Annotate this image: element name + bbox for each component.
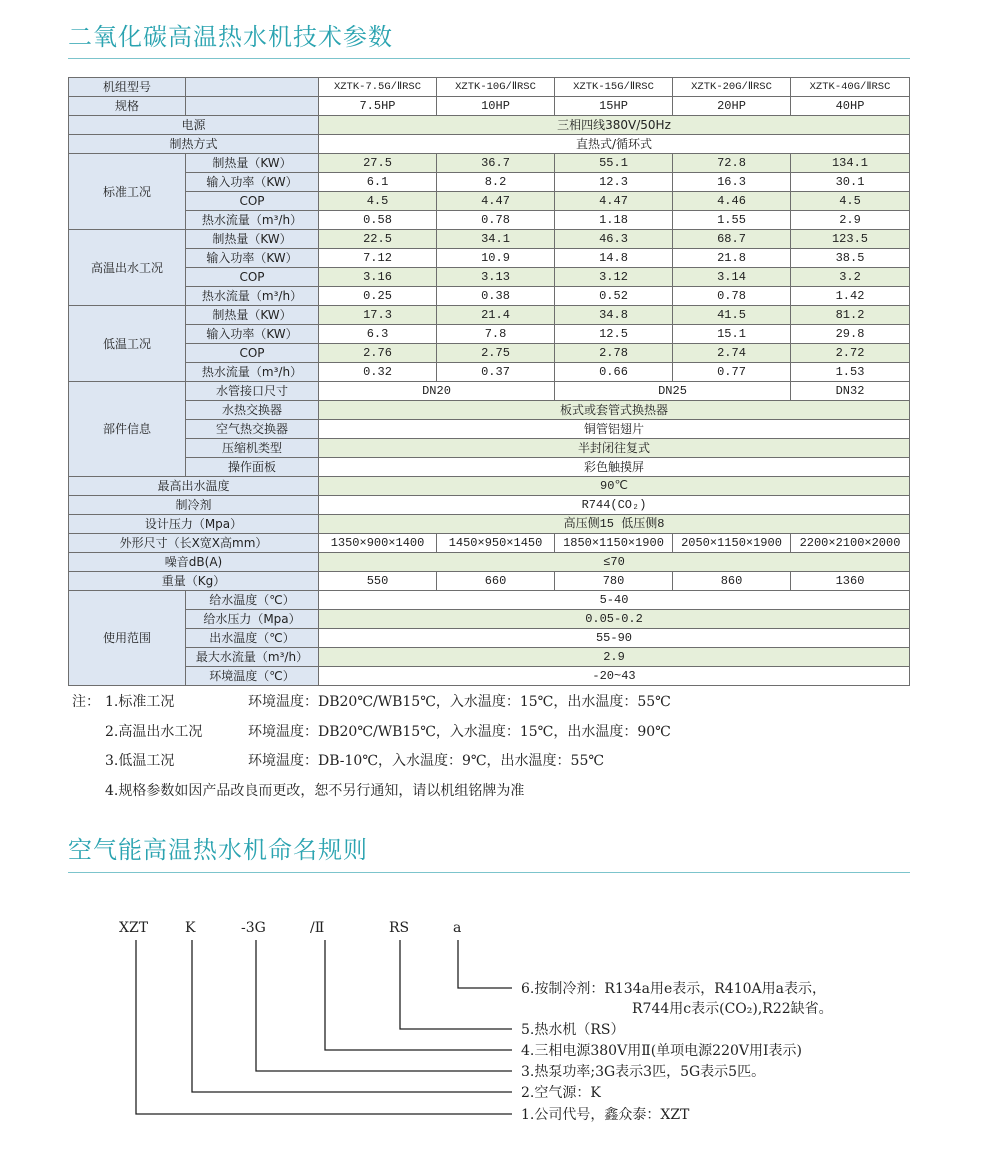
- code-refrigerant: a: [453, 920, 462, 936]
- row-label-usage: 使用范围: [69, 591, 186, 686]
- value-cell: 0.52: [555, 287, 673, 306]
- value-cell: 1.53: [791, 363, 910, 382]
- row-label-spec: 规格: [69, 97, 186, 116]
- param-label: 输入功率（KW）: [186, 173, 319, 192]
- usage-value: 0.05-0.2: [319, 610, 910, 629]
- refrigerant-label: 制冷剂: [69, 496, 319, 515]
- value-cell: 0.32: [319, 363, 437, 382]
- desc-3: 3.热泵功率;3G表示3匹，5G表示5匹。: [521, 1064, 766, 1080]
- dims-cell: 2200×2100×2000: [791, 534, 910, 553]
- value-cell: 4.46: [673, 192, 791, 211]
- pipe-value-dn32: DN32: [791, 382, 910, 401]
- param-label: 输入功率（KW）: [186, 249, 319, 268]
- code-phase: /Ⅱ: [310, 920, 325, 936]
- value-cell: 4.5: [319, 192, 437, 211]
- value-cell: 0.37: [437, 363, 555, 382]
- panel-label: 操作面板: [186, 458, 319, 477]
- model-name-cell: XZTK-20G/ⅡRSC: [673, 78, 791, 97]
- param-label: 制热量（KW）: [186, 154, 319, 173]
- notes-prefix: 注：: [72, 694, 100, 710]
- value-cell: 1.55: [673, 211, 791, 230]
- refrigerant-value: R744(CO₂): [319, 496, 910, 515]
- value-cell: 0.58: [319, 211, 437, 230]
- param-label: COP: [186, 192, 319, 211]
- value-cell: 12.3: [555, 173, 673, 192]
- section-title-specs: 二氧化碳高温热水机技术参数: [68, 23, 393, 51]
- panel-value: 彩色触摸屏: [319, 458, 910, 477]
- value-cell: 30.1: [791, 173, 910, 192]
- leader-line-4: [325, 940, 512, 1050]
- value-cell: 2.72: [791, 344, 910, 363]
- weight-cell: 780: [555, 572, 673, 591]
- section-title-naming: 空气能高温热水机命名规则: [68, 836, 368, 864]
- value-cell: 14.8: [555, 249, 673, 268]
- value-cell: 36.7: [437, 154, 555, 173]
- value-cell: 34.8: [555, 306, 673, 325]
- spec-cell: 40HP: [791, 97, 910, 116]
- desc-5: 5.热水机（RS）: [521, 1022, 625, 1038]
- value-cell: 16.3: [673, 173, 791, 192]
- dims-label: 外形尺寸（长X宽X高mm）: [69, 534, 319, 553]
- value-cell: 0.38: [437, 287, 555, 306]
- param-label: 热水流量（m³/h）: [186, 363, 319, 382]
- value-cell: 21.4: [437, 306, 555, 325]
- value-cell: 1.18: [555, 211, 673, 230]
- value-cell: 72.8: [673, 154, 791, 173]
- row-label-model: 机组型号: [69, 78, 186, 97]
- note-desc-1: 环境温度：DB20℃/WB15℃，入水温度：15℃，出水温度：55℃: [248, 694, 671, 710]
- value-cell: 15.1: [673, 325, 791, 344]
- row-label-heating: 制热方式: [69, 135, 319, 154]
- desc-6b: R744用c表示(CO₂),R22缺省。: [632, 1001, 833, 1017]
- value-cell: 2.78: [555, 344, 673, 363]
- value-cell: 38.5: [791, 249, 910, 268]
- value-cell: 46.3: [555, 230, 673, 249]
- usage-value: 2.9: [319, 648, 910, 667]
- note-desc-2: 环境温度：DB20℃/WB15℃，入水温度：15℃，出水温度：90℃: [248, 723, 671, 740]
- leader-line-5: [400, 940, 512, 1029]
- value-cell: 4.5: [791, 192, 910, 211]
- weight-label: 重量（Kg）: [69, 572, 319, 591]
- value-cell: 10.9: [437, 249, 555, 268]
- value-cell: 41.5: [673, 306, 791, 325]
- usage-value: 55-90: [319, 629, 910, 648]
- model-name-cell: XZTK-7.5G/ⅡRSC: [319, 78, 437, 97]
- compressor-value: 半封闭往复式: [319, 439, 910, 458]
- usage-label: 给水温度（℃）: [186, 591, 319, 610]
- weight-cell: 550: [319, 572, 437, 591]
- value-cell: 2.75: [437, 344, 555, 363]
- dims-cell: 1850×1150×1900: [555, 534, 673, 553]
- value-cell: 123.5: [791, 230, 910, 249]
- heating-value: 直热式/循环式: [319, 135, 910, 154]
- noise-value: ≤70: [319, 553, 910, 572]
- value-cell: 4.47: [555, 192, 673, 211]
- pressure-value: 高压侧15 低压侧8: [319, 515, 910, 534]
- compressor-label: 压缩机类型: [186, 439, 319, 458]
- param-label: COP: [186, 268, 319, 287]
- dims-cell: 1450×950×1450: [437, 534, 555, 553]
- value-cell: 17.3: [319, 306, 437, 325]
- param-label: 制热量（KW）: [186, 230, 319, 249]
- desc-4: 4.三相电源380V用Ⅱ(单项电源220V用Ⅰ表示): [521, 1043, 802, 1059]
- hx-air-value: 铜管铝翅片: [319, 420, 910, 439]
- code-type: RS: [389, 920, 410, 936]
- param-label: 热水流量（m³/h）: [186, 287, 319, 306]
- value-cell: 68.7: [673, 230, 791, 249]
- note-name-1: 1.标准工况: [105, 694, 175, 710]
- value-cell: 2.76: [319, 344, 437, 363]
- value-cell: 6.3: [319, 325, 437, 344]
- spec-cell: 7.5HP: [319, 97, 437, 116]
- param-label: COP: [186, 344, 319, 363]
- pipe-value-dn25: DN25: [555, 382, 791, 401]
- value-cell: 3.16: [319, 268, 437, 287]
- param-label: 输入功率（KW）: [186, 325, 319, 344]
- code-company: XZT: [119, 920, 149, 936]
- model-name-cell: XZTK-10G/ⅡRSC: [437, 78, 555, 97]
- param-label: 制热量（KW）: [186, 306, 319, 325]
- value-cell: 81.2: [791, 306, 910, 325]
- max-temp-label: 最高出水温度: [69, 477, 319, 496]
- value-cell: 4.47: [437, 192, 555, 211]
- value-cell: 1.42: [791, 287, 910, 306]
- value-cell: 0.77: [673, 363, 791, 382]
- model-name-cell: XZTK-40G/ⅡRSC: [791, 78, 910, 97]
- value-cell: 3.13: [437, 268, 555, 287]
- value-cell: 0.78: [437, 211, 555, 230]
- value-cell: 0.66: [555, 363, 673, 382]
- value-cell: 8.2: [437, 173, 555, 192]
- value-cell: 3.12: [555, 268, 673, 287]
- weight-cell: 660: [437, 572, 555, 591]
- power-value: 三相四线380V/50Hz: [319, 116, 910, 135]
- condition-low-temp: 低温工况: [69, 306, 186, 382]
- value-cell: 22.5: [319, 230, 437, 249]
- value-cell: 0.25: [319, 287, 437, 306]
- usage-value: 5-40: [319, 591, 910, 610]
- dims-cell: 1350×900×1400: [319, 534, 437, 553]
- note-name-4: 4.规格参数如因产品改良而更改，恕不另行通知，请以机组铭牌为准: [105, 782, 525, 799]
- model-name-cell: XZTK-15G/ⅡRSC: [555, 78, 673, 97]
- desc-6a: 6.按制冷剂：R134a用e表示，R410A用a表示，: [521, 981, 826, 997]
- usage-value: -20~43: [319, 667, 910, 686]
- value-cell: 55.1: [555, 154, 673, 173]
- value-cell: 12.5: [555, 325, 673, 344]
- code-power: -3G: [241, 920, 266, 936]
- value-cell: 3.2: [791, 268, 910, 287]
- weight-cell: 860: [673, 572, 791, 591]
- note-desc-3: 环境温度：DB-10℃，入水温度：9℃，出水温度：55℃: [248, 753, 605, 769]
- note-name-2: 2.高温出水工况: [105, 723, 203, 740]
- hx-air-label: 空气热交换器: [186, 420, 319, 439]
- desc-1: 1.公司代号，鑫众泰：XZT: [521, 1107, 690, 1123]
- row-label-power: 电源: [69, 116, 319, 135]
- spec-cell: 15HP: [555, 97, 673, 116]
- value-cell: 29.8: [791, 325, 910, 344]
- code-air-source: K: [185, 920, 196, 936]
- value-cell: 3.14: [673, 268, 791, 287]
- condition-high-temp: 高温出水工况: [69, 230, 186, 306]
- usage-label: 环境温度（℃）: [186, 667, 319, 686]
- weight-cell: 1360: [791, 572, 910, 591]
- value-cell: 27.5: [319, 154, 437, 173]
- leader-line-6: [458, 940, 512, 988]
- usage-label: 出水温度（℃）: [186, 629, 319, 648]
- value-cell: 0.78: [673, 287, 791, 306]
- value-cell: 7.12: [319, 249, 437, 268]
- value-cell: 21.8: [673, 249, 791, 268]
- leader-line-3: [256, 940, 512, 1071]
- value-cell: 7.8: [437, 325, 555, 344]
- spec-cell: 10HP: [437, 97, 555, 116]
- max-temp-value: 90℃: [319, 477, 910, 496]
- condition-standard: 标准工况: [69, 154, 186, 230]
- pipe-label: 水管接口尺寸: [186, 382, 319, 401]
- leader-line-2: [192, 940, 512, 1092]
- param-label: 热水流量（m³/h）: [186, 211, 319, 230]
- note-name-3: 3.低温工况: [105, 753, 175, 769]
- value-cell: 2.9: [791, 211, 910, 230]
- value-cell: 6.1: [319, 173, 437, 192]
- spec-cell: 20HP: [673, 97, 791, 116]
- usage-label: 给水压力（Mpa）: [186, 610, 319, 629]
- dims-cell: 2050×1150×1900: [673, 534, 791, 553]
- value-cell: 134.1: [791, 154, 910, 173]
- value-cell: 2.74: [673, 344, 791, 363]
- desc-2: 2.空气源：K: [521, 1085, 601, 1101]
- hx-water-label: 水热交换器: [186, 401, 319, 420]
- noise-label: 噪音dB(A): [69, 553, 319, 572]
- usage-label: 最大水流量（m³/h）: [186, 648, 319, 667]
- pressure-label: 设计压力（Mpa）: [69, 515, 319, 534]
- row-label-parts: 部件信息: [69, 382, 186, 477]
- hx-water-value: 板式或套管式换热器: [319, 401, 910, 420]
- value-cell: 34.1: [437, 230, 555, 249]
- pipe-value-dn20: DN20: [319, 382, 555, 401]
